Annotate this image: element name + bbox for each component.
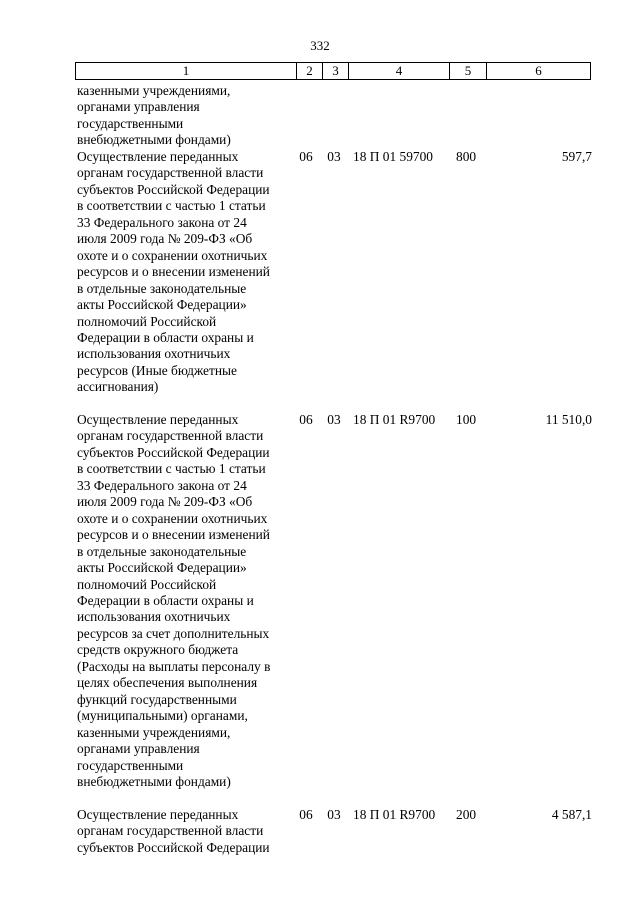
description-line: акты Российской Федерации» <box>77 560 247 576</box>
expense-type-code: 200 <box>456 807 477 822</box>
description-line: внебюджетными фондами) <box>77 773 231 789</box>
description-line: 33 Федерального закона от 24 <box>77 477 247 493</box>
amount: 4 587,1 <box>551 807 592 822</box>
target-article-code: 18 П 01 R9700 <box>353 412 436 427</box>
target-article-code: 18 П 01 R9700 <box>353 807 436 822</box>
description-line: (Расходы на выплаты персоналу в <box>77 658 271 674</box>
description-line: субъектов Российской Федерации <box>77 181 270 197</box>
description-line: акты Российской Федерации» <box>77 297 247 313</box>
description-line: охоте и о сохранении охотничьих <box>77 510 268 526</box>
description-line: органам государственной власти <box>77 823 264 839</box>
description-line: ресурсов за счет дополнительных <box>77 625 270 641</box>
description-line: полномочий Российской <box>77 576 217 592</box>
description-line: использования охотничьих <box>77 346 231 362</box>
description-line: полномочий Российской <box>77 313 217 329</box>
description-line: ресурсов (Иные бюджетные <box>77 362 237 378</box>
row-description <box>77 412 299 790</box>
description-line: целях обеспечения выполнения <box>77 675 258 691</box>
description-line: в соответствии с частью 1 статьи <box>77 461 266 477</box>
section-code: 06 <box>299 412 313 427</box>
row-description <box>77 807 299 856</box>
section-code: 06 <box>299 807 313 822</box>
description-line: 33 Федерального закона от 24 <box>77 214 247 230</box>
description-line: казенными учреждениями, <box>77 724 231 740</box>
row-description <box>77 149 299 396</box>
column-header-3: 3 <box>323 63 349 80</box>
description-line: органами управления <box>77 741 200 757</box>
expense-type-code: 100 <box>456 412 477 427</box>
column-header-2: 2 <box>297 63 323 80</box>
subsection-code: 03 <box>327 807 341 822</box>
section-code: 06 <box>299 149 313 164</box>
description-line: использования охотничьих <box>77 609 231 625</box>
description-line: внебюджетными фондами) <box>77 132 231 148</box>
description-line: охоте и о сохранении охотничьих <box>77 247 268 263</box>
description-line: средств окружного бюджета <box>77 642 239 658</box>
description-line: государственными <box>77 757 184 773</box>
expense-type-code: 800 <box>456 149 477 164</box>
subsection-code: 03 <box>327 412 341 427</box>
description-line: ресурсов и о внесении изменений <box>77 527 270 543</box>
description-line: государственными <box>77 115 184 131</box>
description-line: казенными учреждениями, <box>77 83 231 98</box>
description-line: Федерации в области охраны и <box>77 592 254 608</box>
description-line: Осуществление переданных <box>77 412 239 427</box>
amount: 11 510,0 <box>545 412 592 427</box>
column-header-1: 1 <box>76 63 297 80</box>
description-line: в отдельные законодательные <box>77 280 247 296</box>
column-header-6: 6 <box>487 63 591 80</box>
column-header-5: 5 <box>450 63 487 80</box>
description-line: органам государственной власти <box>77 428 264 444</box>
description-line: Осуществление переданных <box>77 149 239 164</box>
description-line: органам государственной власти <box>77 165 264 181</box>
page-number: 332 <box>310 38 330 53</box>
description-line: функций государственными <box>77 691 237 707</box>
description-line: в отдельные законодательные <box>77 543 247 559</box>
description-line: органами управления <box>77 99 200 115</box>
amount: 597,7 <box>561 149 592 164</box>
description-line: июля 2009 года № 209-ФЗ «Об <box>77 231 253 247</box>
description-line: Федерации в области охраны и <box>77 329 254 345</box>
description-line: июля 2009 года № 209-ФЗ «Об <box>77 494 253 510</box>
target-article-code: 18 П 01 59700 <box>353 149 433 164</box>
description-line: ресурсов и о внесении изменений <box>77 264 270 280</box>
description-line: ассигнования) <box>77 379 159 395</box>
description-line: субъектов Российской Федерации <box>77 444 270 460</box>
description-line: Осуществление переданных <box>77 807 239 822</box>
description-line: субъектов Российской Федерации <box>77 839 270 855</box>
description-line: в соответствии с частью 1 статьи <box>77 198 266 214</box>
column-header-row <box>75 62 591 80</box>
column-header-4: 4 <box>349 63 450 80</box>
subsection-code: 03 <box>327 149 341 164</box>
row-description <box>77 83 299 149</box>
description-line: (муниципальными) органами, <box>77 708 248 724</box>
